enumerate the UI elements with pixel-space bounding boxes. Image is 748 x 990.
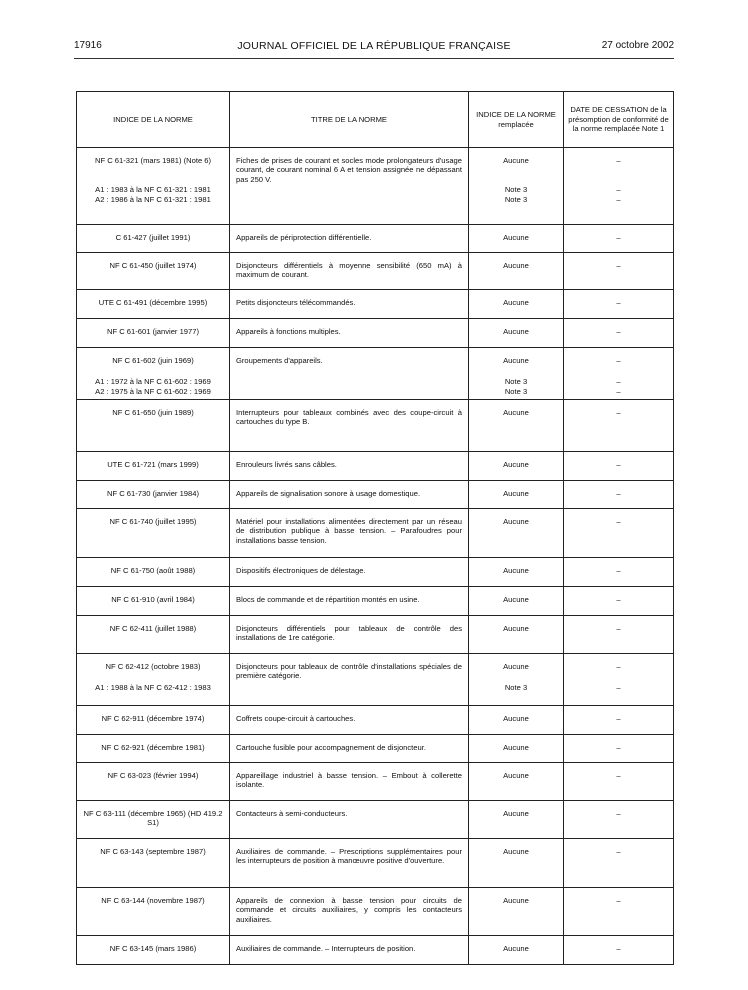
replaced-norm-cell [469, 148, 564, 225]
replaced-norm: Aucune [503, 356, 529, 365]
table-row [77, 839, 674, 888]
amendment-cessation-date: – [616, 377, 621, 387]
replaced-norm-cell [469, 616, 564, 654]
norm-index: NF C 63-111 (décembre 1965) (HD 419.2 S1) [83, 809, 223, 828]
cessation-date: – [616, 327, 621, 336]
norm-index-cell [77, 706, 230, 735]
norm-index: NF C 62-411 (juillet 1988) [109, 624, 197, 633]
replaced-norm-cell [469, 400, 564, 452]
cessation-date: – [616, 662, 621, 671]
replaced-norm: Aucune [503, 517, 529, 526]
norm-title-cell [230, 509, 469, 558]
replaced-norm: Aucune [503, 298, 529, 307]
cessation-date-cell [564, 290, 674, 319]
norm-title: Dispositifs électroniques de délestage. [236, 566, 366, 575]
table-row [77, 225, 674, 253]
norm-title-cell [230, 735, 469, 763]
table-row [77, 936, 674, 965]
norm-title: Appareils de signalisation sonore à usage domestique. [236, 489, 421, 498]
replaced-norm: Aucune [503, 233, 529, 242]
table-row [77, 735, 674, 763]
norm-index: NF C 61-602 (juin 1969) [112, 356, 194, 365]
cessation-date-cell [564, 616, 674, 654]
table-row [77, 348, 674, 400]
replaced-norm-cell [469, 558, 564, 587]
norm-index-cell [77, 654, 230, 706]
norm-index-cell [77, 253, 230, 290]
cessation-date-cell [564, 587, 674, 616]
norm-title-cell [230, 654, 469, 706]
norm-index: NF C 61-740 (juillet 1995) [109, 517, 197, 526]
cessation-date-cell [564, 481, 674, 509]
replaced-norm: Aucune [503, 489, 529, 498]
replaced-norm-cell [469, 735, 564, 763]
norm-title-cell [230, 763, 469, 801]
replaced-norm-cell [469, 706, 564, 735]
cessation-date: – [616, 771, 621, 780]
norm-title: Disjoncteurs différentiels à moyenne sensibilité (650 mA) à maximum de courant. [236, 261, 462, 280]
norm-title: Disjoncteurs différentiels pour tableaux de contrôle des installations de 1re catégorie. [236, 624, 462, 643]
norm-index-cell [77, 888, 230, 936]
norm-title: Disjoncteurs pour tableaux de contrôle d'installations spéciales de première catégorie. [236, 662, 462, 681]
norm-index-cell [77, 616, 230, 654]
cessation-date-cell [564, 400, 674, 452]
norm-title: Auxiliaires de commande. – Prescriptions supplémentaires pour les interrupteurs de position à manœuvre positive d'ouverture. [236, 847, 462, 866]
table-row [77, 319, 674, 348]
cessation-date-cell [564, 148, 674, 225]
norm-title-cell [230, 253, 469, 290]
norm-index-cell [77, 763, 230, 801]
norm-index-cell [77, 400, 230, 452]
cessation-date: – [616, 847, 621, 856]
cessation-date-cell [564, 225, 674, 253]
cessation-date-cell [564, 319, 674, 348]
page-number: 17916 [74, 40, 102, 51]
cessation-date: – [616, 566, 621, 575]
norm-title: Appareils à fonctions multiples. [236, 327, 341, 336]
replaced-norm-cell [469, 348, 564, 400]
norm-index: NF C 61-321 (mars 1981) (Note 6) [94, 156, 212, 165]
table-row [77, 888, 674, 936]
cessation-date-cell [564, 763, 674, 801]
table-row [77, 509, 674, 558]
cessation-date-cell [564, 654, 674, 706]
norm-index-cell [77, 348, 230, 400]
replaced-norm-cell [469, 225, 564, 253]
norm-index: UTE C 61-721 (mars 1999) [107, 460, 199, 469]
norm-title-cell [230, 706, 469, 735]
norm-index-cell [77, 558, 230, 587]
cessation-date-cell [564, 839, 674, 888]
replaced-norm: Aucune [503, 156, 529, 165]
column-header-cessation-date: DATE DE CESSATION de la présomption de conformité de la norme remplacée Note 1 [564, 92, 674, 148]
cessation-date-cell [564, 936, 674, 965]
cessation-date: – [616, 624, 621, 633]
norm-title: Matériel pour installations alimentées directement par un réseau de distribution publique à basse tension. – Parafoudres pour installations basse tension. [236, 517, 462, 545]
cessation-date-cell [564, 509, 674, 558]
table-row [77, 290, 674, 319]
table-row [77, 801, 674, 839]
table-row [77, 706, 674, 735]
norm-title-cell [230, 148, 469, 225]
replaced-norm: Aucune [503, 714, 529, 723]
replaced-norm-cell [469, 936, 564, 965]
replaced-norm: Aucune [503, 662, 529, 671]
norm-index: NF C 62-412 (octobre 1983) [105, 662, 201, 671]
cessation-date: – [616, 714, 621, 723]
cessation-date: – [616, 233, 621, 242]
cessation-date: – [616, 261, 621, 270]
norm-title-cell [230, 481, 469, 509]
norm-index: UTE C 61-491 (décembre 1995) [98, 298, 208, 307]
norm-title: Petits disjoncteurs télécommandés. [236, 298, 356, 307]
norm-title-cell [230, 319, 469, 348]
norm-title-cell [230, 616, 469, 654]
replaced-norm: Aucune [503, 595, 529, 604]
replaced-norm-cell [469, 253, 564, 290]
norm-index: NF C 61-601 (janvier 1977) [106, 327, 199, 336]
norm-title: Blocs de commande et de répartition montés en usine. [236, 595, 420, 604]
cessation-date: – [616, 298, 621, 307]
table-row [77, 148, 674, 225]
norm-title: Appareils de périprotection différentielle. [236, 233, 372, 242]
table-row [77, 452, 674, 481]
replaced-norm-cell [469, 290, 564, 319]
replaced-norm: Aucune [503, 327, 529, 336]
norm-index: NF C 63-023 (février 1994) [107, 771, 199, 780]
norm-title: Groupements d'appareils. [236, 356, 323, 365]
amendment-index: A1 : 1983 à la NF C 61-321 : 1981 [95, 185, 211, 195]
amendment-index: A1 : 1988 à la NF C 62-412 : 1983 [95, 683, 211, 693]
table-row [77, 587, 674, 616]
cessation-date-cell [564, 706, 674, 735]
replaced-norm-cell [469, 763, 564, 801]
replaced-norm: Aucune [503, 771, 529, 780]
replaced-norm: Aucune [503, 408, 529, 417]
table-row [77, 400, 674, 452]
norm-title-cell [230, 452, 469, 481]
norm-title: Auxiliaires de commande. – Interrupteurs de position. [236, 944, 416, 953]
table-row [77, 253, 674, 290]
amendment-replaced: Note 3 [504, 194, 528, 204]
replaced-norm-cell [469, 654, 564, 706]
norm-index-cell [77, 509, 230, 558]
norms-table-body [77, 148, 674, 965]
amendment-replaced: Note 3 [504, 377, 528, 387]
norm-title-cell [230, 888, 469, 936]
norm-title: Appareillage industriel à basse tension. – Embout à collerette isolante. [236, 771, 462, 790]
column-header-index: INDICE DE LA NORME [77, 92, 230, 148]
norm-title: Cartouche fusible pour accompagnement de disjoncteur. [236, 743, 426, 752]
cessation-date: – [616, 460, 621, 469]
amendment-index: A1 : 1972 à la NF C 61-602 : 1969 [95, 377, 211, 387]
replaced-norm: Aucune [503, 624, 529, 633]
norm-index: NF C 61-730 (janvier 1984) [106, 489, 199, 498]
norm-index-cell [77, 587, 230, 616]
norm-index-cell [77, 148, 230, 225]
amendment-cessation-date: – [616, 386, 621, 396]
norm-title: Appareils de connexion à basse tension pour circuits de commande et circuits auxiliaires, y compris les contacteurs auxiliaires. [236, 896, 462, 924]
table-row [77, 481, 674, 509]
table-row [77, 616, 674, 654]
norm-title-cell [230, 558, 469, 587]
column-header-title: TITRE DE LA NORME [230, 92, 469, 148]
norm-index-cell [77, 481, 230, 509]
amendment-cessation-date: – [616, 194, 621, 204]
norm-index: NF C 62-921 (décembre 1981) [101, 743, 205, 752]
norm-title: Enrouleurs livrés sans câbles. [236, 460, 337, 469]
norm-title-cell [230, 290, 469, 319]
cessation-date: – [616, 517, 621, 526]
table-row [77, 763, 674, 801]
amendment-replaced: Note 3 [504, 683, 528, 693]
norm-title: Contacteurs à semi-conducteurs. [236, 809, 348, 818]
norm-index: NF C 63-145 (mars 1986) [109, 944, 197, 953]
cessation-date: – [616, 356, 621, 365]
norm-index: NF C 63-143 (septembre 1987) [100, 847, 206, 856]
cessation-date-cell [564, 888, 674, 936]
replaced-norm-cell [469, 839, 564, 888]
cessation-date-cell [564, 735, 674, 763]
journal-title: JOURNAL OFFICIEL DE LA RÉPUBLIQUE FRANÇAISE [237, 40, 511, 52]
cessation-date: – [616, 896, 621, 905]
norm-title: Coffrets coupe-circuit à cartouches. [236, 714, 356, 723]
cessation-date: – [616, 595, 621, 604]
amendment-index: A2 : 1986 à la NF C 61-321 : 1981 [95, 194, 211, 204]
replaced-norm: Aucune [503, 847, 529, 856]
replaced-norm: Aucune [503, 944, 529, 953]
norm-title-cell [230, 400, 469, 452]
cessation-date: – [616, 809, 621, 818]
cessation-date: – [616, 156, 621, 165]
replaced-norm-cell [469, 587, 564, 616]
norm-index-cell [77, 225, 230, 253]
replaced-norm: Aucune [503, 566, 529, 575]
norm-index-cell [77, 801, 230, 839]
replaced-norm: Aucune [503, 460, 529, 469]
table-row [77, 558, 674, 587]
norm-index: C 61-427 (juillet 1991) [115, 233, 191, 242]
norm-index: NF C 63-144 (novembre 1987) [101, 896, 205, 905]
replaced-norm-cell [469, 452, 564, 481]
replaced-norm: Aucune [503, 896, 529, 905]
amendment-replaced: Note 3 [504, 185, 528, 195]
replaced-norm-cell [469, 319, 564, 348]
amendment-cessation-date: – [616, 185, 621, 195]
cessation-date-cell [564, 348, 674, 400]
table-row [77, 654, 674, 706]
norm-index-cell [77, 839, 230, 888]
replaced-norm-cell [469, 801, 564, 839]
norm-index-cell [77, 936, 230, 965]
norm-title-cell [230, 225, 469, 253]
replaced-norm-cell [469, 509, 564, 558]
norm-index: NF C 61-750 (août 1988) [110, 566, 196, 575]
cessation-date: – [616, 944, 621, 953]
amendment-replaced: Note 3 [504, 386, 528, 396]
cessation-date-cell [564, 452, 674, 481]
cessation-date-cell [564, 558, 674, 587]
replaced-norm-cell [469, 888, 564, 936]
norm-title-cell [230, 936, 469, 965]
column-header-replaced: INDICE DE LA NORME remplacée [469, 92, 564, 148]
norm-title: Fiches de prises de courant et socles mode prolongateurs d'usage courant, de courant nominal 6 A et tension assignée ne dépassant pas 250 V. [236, 156, 462, 184]
replaced-norm: Aucune [503, 743, 529, 752]
cessation-date-cell [564, 801, 674, 839]
norm-index-cell [77, 735, 230, 763]
norm-index: NF C 61-650 (juin 1989) [112, 408, 194, 417]
table-header-row [77, 92, 674, 148]
replaced-norm: Aucune [503, 261, 529, 270]
cessation-date: – [616, 408, 621, 417]
amendment-cessation-date: – [616, 683, 621, 693]
cessation-date-cell [564, 253, 674, 290]
norm-index: NF C 62-911 (décembre 1974) [101, 714, 205, 723]
cessation-date: – [616, 743, 621, 752]
cessation-date: – [616, 489, 621, 498]
norm-title-cell [230, 348, 469, 400]
publication-date: 27 octobre 2002 [601, 40, 674, 51]
header-rule [74, 58, 674, 59]
replaced-norm-cell [469, 481, 564, 509]
norm-title-cell [230, 587, 469, 616]
replaced-norm: Aucune [503, 809, 529, 818]
norm-index: NF C 61-450 (juillet 1974) [109, 261, 197, 270]
norms-table [76, 91, 674, 965]
norm-index-cell [77, 452, 230, 481]
norm-index-cell [77, 319, 230, 348]
norm-title: Interrupteurs pour tableaux combinés avec des coupe-circuit à cartouches du type B. [236, 408, 462, 427]
amendment-index: A2 : 1975 à la NF C 61-602 : 1969 [95, 386, 211, 396]
norm-title-cell [230, 801, 469, 839]
norm-index: NF C 61-910 (avril 1984) [111, 595, 195, 604]
page-header [74, 40, 674, 56]
norm-title-cell [230, 839, 469, 888]
norm-index-cell [77, 290, 230, 319]
